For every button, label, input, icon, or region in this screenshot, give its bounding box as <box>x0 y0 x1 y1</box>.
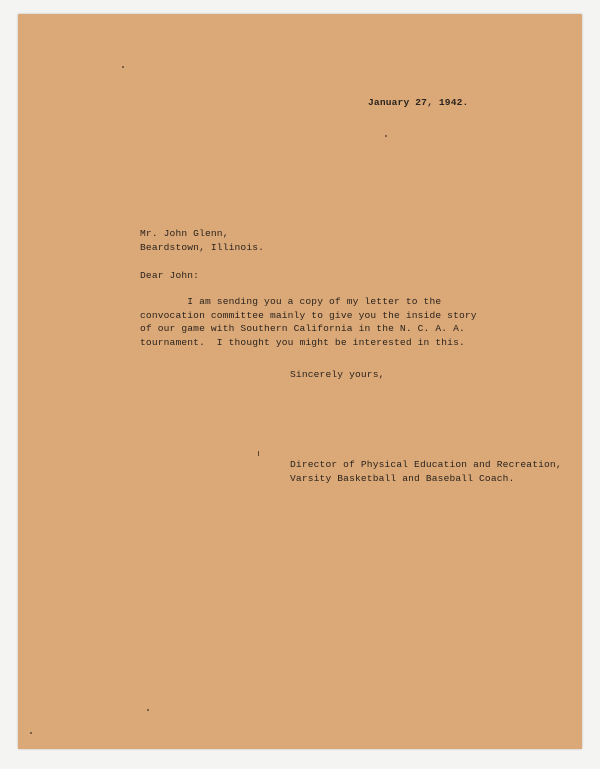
recipient-address-block <box>140 227 264 254</box>
body-line: I am sending you a copy of my letter to the <box>140 296 442 307</box>
letter-page <box>18 14 582 749</box>
letter-body <box>140 295 477 349</box>
paper-speck <box>30 732 32 734</box>
recipient-address: Beardstown, Illinois. <box>140 241 265 253</box>
body-line: tournament. I thought you might be interested in this. <box>140 336 465 348</box>
paper-speck <box>385 135 387 137</box>
signature-title: Director of Physical Education and Recreation, <box>290 459 562 470</box>
salutation: Dear John: <box>140 270 200 281</box>
complimentary-closing: Sincerely yours, <box>290 369 385 380</box>
paper-speck <box>258 451 259 456</box>
signature-title: Varsity Basketball and Baseball Coach. <box>290 472 515 484</box>
paper-speck <box>147 709 149 711</box>
signature-block <box>290 458 562 485</box>
recipient-name: Mr. John Glenn, <box>140 228 229 239</box>
body-line: convocation committee mainly to give you the inside story <box>140 309 477 321</box>
letter-date: January 27, 1942. <box>368 97 469 108</box>
body-line: of our game with Southern California in the N. C. A. A. <box>140 323 465 334</box>
paper-speck <box>122 66 124 68</box>
